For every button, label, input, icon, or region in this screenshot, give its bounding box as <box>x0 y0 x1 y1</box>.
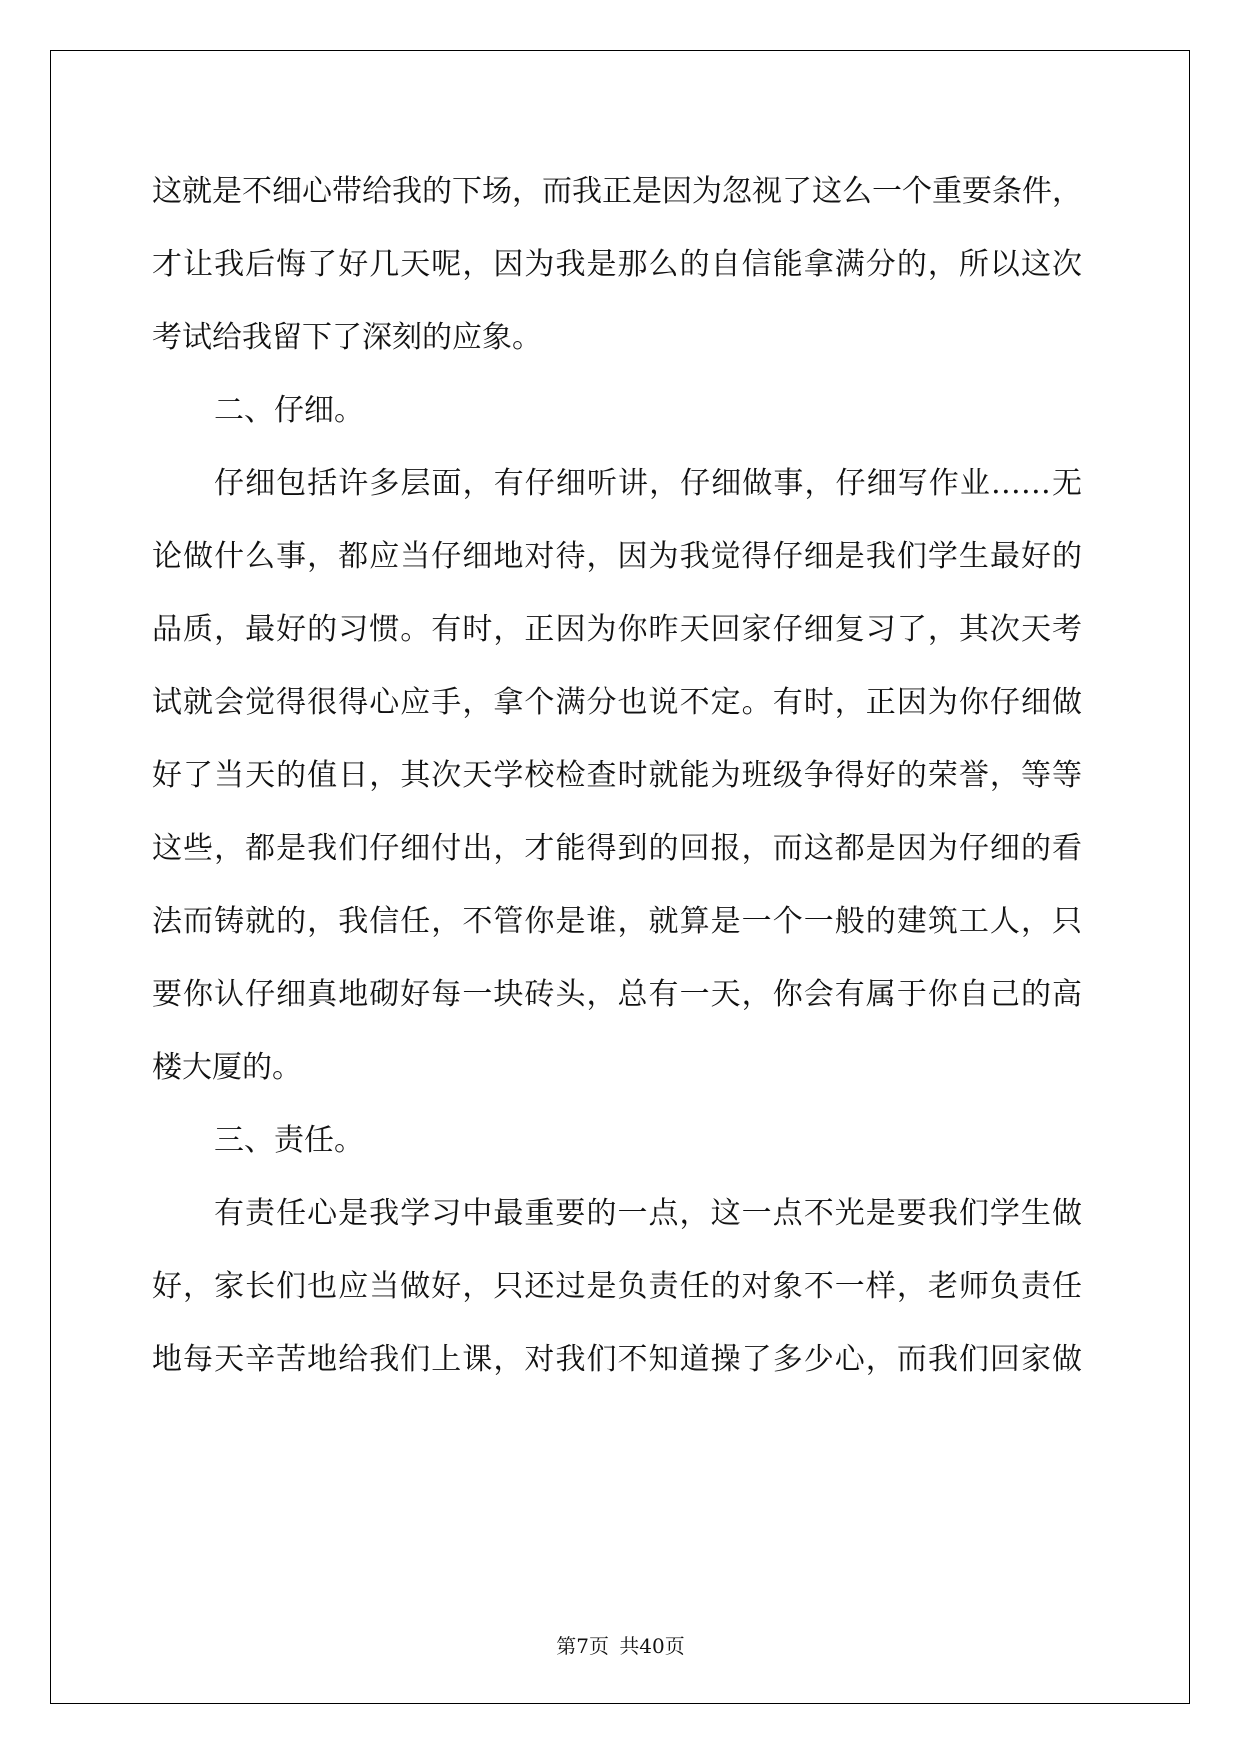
text-line: 论做什么事，都应当仔细地对待，因为我觉得仔细是我们学生最好的 <box>152 539 1082 574</box>
text-line: 试就会觉得很得心应手，拿个满分也说不定。有时，正因为你仔细做 <box>152 685 1082 720</box>
page-frame <box>50 50 1190 1704</box>
section-heading: 二、仔细。 <box>214 393 364 428</box>
text-line: 仔细包括许多层面，有仔细听讲，仔细做事，仔细写作业……无 <box>214 466 1082 501</box>
text-line: 这就是不细心带给我的下场，而我正是因为忽视了这么一个重要条件， <box>152 174 1082 209</box>
section-heading: 三、责任。 <box>214 1123 364 1158</box>
page-footer <box>0 1632 1241 1660</box>
page-total: 共40页 <box>619 1634 685 1658</box>
text-line: 考试给我留下了深刻的应象。 <box>152 320 542 355</box>
text-line: 地每天辛苦地给我们上课，对我们不知道操了多少心，而我们回家做 <box>152 1342 1082 1377</box>
text-line: 法而铸就的，我信任，不管你是谁，就算是一个一般的建筑工人，只 <box>152 904 1082 939</box>
text-line: 品质，最好的习惯。有时，正因为你昨天回家仔细复习了，其次天考 <box>152 612 1082 647</box>
text-line: 才让我后悔了好几天呢，因为我是那么的自信能拿满分的，所以这次 <box>152 247 1082 282</box>
text-line: 好了当天的值日，其次天学校检查时就能为班级争得好的荣誉，等等 <box>152 758 1082 793</box>
text-line: 要你认仔细真地砌好每一块砖头，总有一天，你会有属于你自己的高 <box>152 977 1082 1012</box>
page-number: 第7页 <box>556 1634 609 1658</box>
text-line: 好，家长们也应当做好，只还过是负责任的对象不一样，老师负责任 <box>152 1269 1082 1304</box>
text-line: 这些，都是我们仔细付出，才能得到的回报，而这都是因为仔细的看 <box>152 831 1082 866</box>
text-line: 有责任心是我学习中最重要的一点，这一点不光是要我们学生做 <box>214 1196 1082 1231</box>
text-line: 楼大厦的。 <box>152 1050 302 1085</box>
